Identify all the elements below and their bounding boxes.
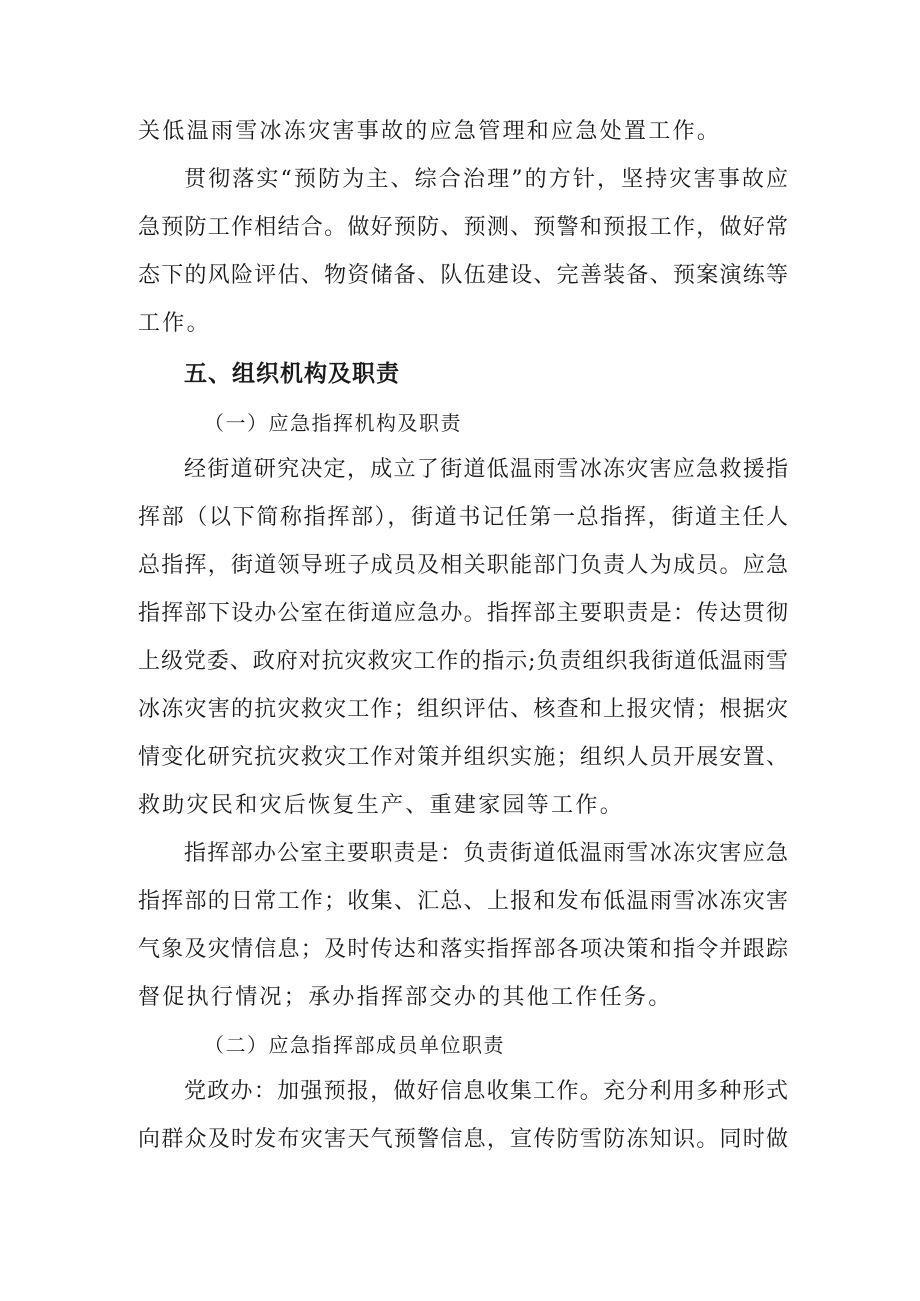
paragraph-line: 上级党委、政府对抗灾救灾工作的指示;负责组织我街道低温雨雪: [138, 649, 788, 674]
paragraph-line: 指挥部的日常工作；收集、汇总、上报和发布低温雨雪冰冻灾害: [138, 889, 788, 914]
paragraph-line: 挥部（以下简称指挥部），街道书记任第一总指挥，街道主任人: [138, 505, 788, 530]
paragraph-line: 工作。: [138, 311, 211, 336]
paragraph-line: 情变化研究抗灾救灾工作对策并组织实施；组织人员开展安置、: [138, 745, 788, 770]
paragraph-line: 指挥部下设办公室在街道应急办。指挥部主要职责是：传达贯彻: [138, 601, 788, 626]
paragraph-line: 冰冻灾害的抗灾救灾工作；组织评估、核查和上报灾情；根据灾: [138, 697, 788, 722]
paragraph-line: 督促执行情况；承办指挥部交办的其他工作任务。: [138, 985, 673, 1010]
document-body: [138, 108, 788, 1164]
subsection-heading: （二）应急指挥部成员单位职责: [204, 1033, 505, 1057]
paragraph-line: 向群众及时发布灾害天气预警信息，宣传防雪防冻知识。同时做: [138, 1127, 788, 1152]
paragraph-line: 经街道研究决定，成立了街道低温雨雪冰冻灾害应急救援指: [184, 457, 788, 482]
paragraph-line: 贯彻落实“预防为主、综合治理”的方针，坚持灾害事故应: [184, 167, 788, 192]
paragraph-line: 态下的风险评估、物资储备、队伍建设、完善装备、预案演练等: [138, 263, 788, 288]
paragraph-line: 指挥部办公室主要职责是：负责街道低温雨雪冰冻灾害应急: [184, 841, 788, 866]
subsection-heading: （一）应急指挥机构及职责: [204, 411, 462, 435]
paragraph-line: 关低温雨雪冰冻灾害事故的应急管理和应急处置工作。: [138, 119, 722, 144]
section-heading: 五、组织机构及职责: [184, 361, 400, 387]
paragraph-line: 总指挥，街道领导班子成员及相关职能部门负责人为成员。应急: [138, 553, 788, 578]
paragraph-line: 救助灾民和灾后恢复生产、重建家园等工作。: [138, 793, 625, 818]
paragraph-line: 急预防工作相结合。做好预防、预测、预警和预报工作，做好常: [138, 215, 788, 240]
paragraph-line: 气象及灾情信息；及时传达和落实指挥部各项决策和指令并跟踪: [138, 937, 788, 962]
paragraph-line: 党政办：加强预报，做好信息收集工作。充分利用多种形式: [184, 1079, 788, 1104]
